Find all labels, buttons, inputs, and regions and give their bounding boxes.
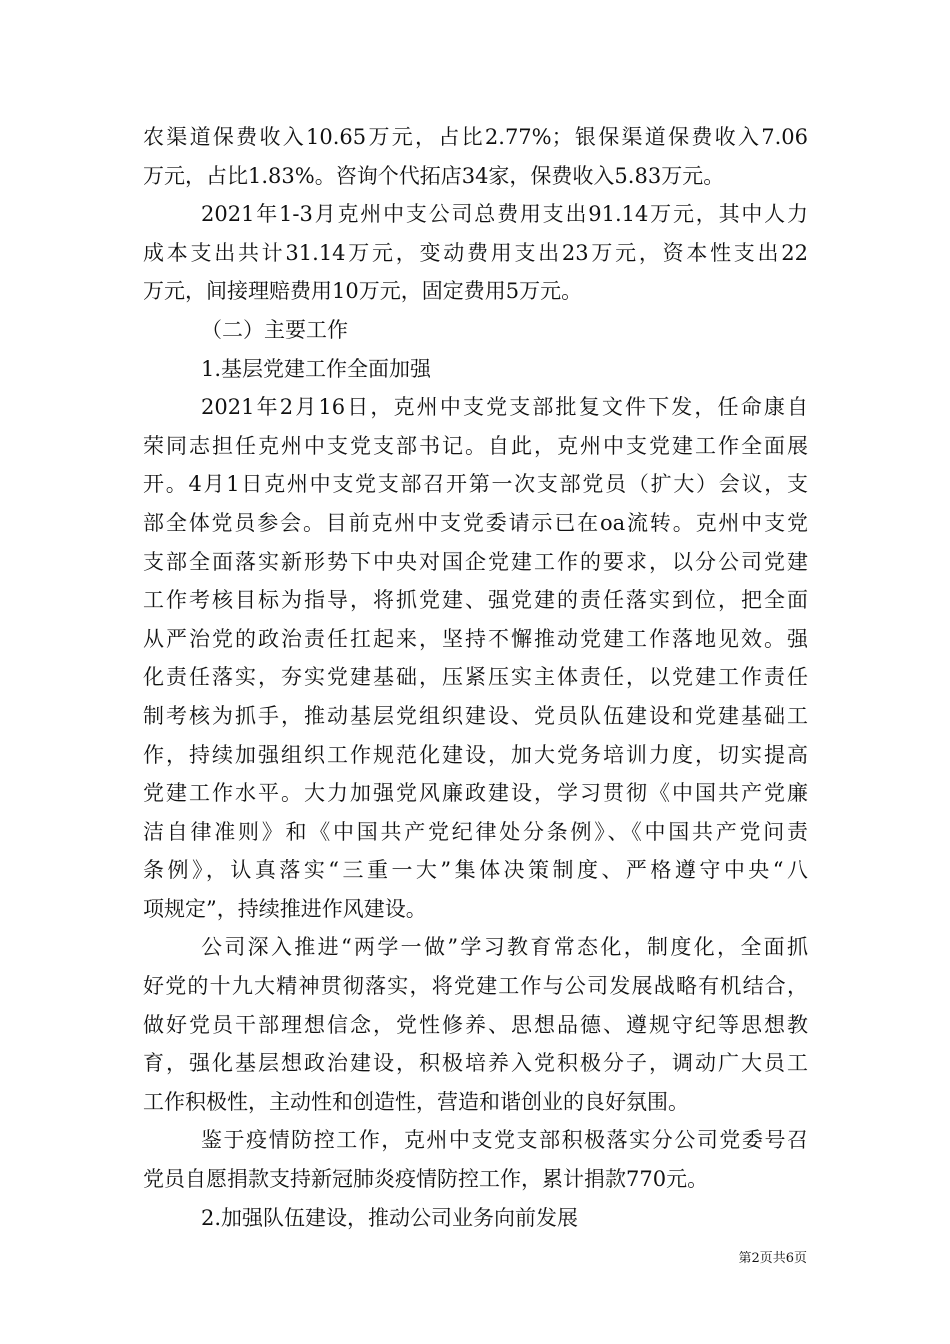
- text-line: 育，强化基层想政治建设，积极培养入党积极分子，调动广大员工: [143, 1051, 808, 1076]
- text-line: 2.加强队伍建设，推动公司业务向前发展: [201, 1205, 579, 1230]
- text-line: 党建工作水平。大力加强党风廉政建设，学习贯彻《中国共产党廉: [143, 781, 808, 806]
- text-line: 鉴于疫情防控工作，克州中支党支部积极落实分公司党委号召: [201, 1128, 808, 1153]
- text-line: 好党的十九大精神贯彻落实，将党建工作与公司发展战略有机结合，: [143, 974, 808, 999]
- document-body: [143, 118, 808, 1237]
- text-line: 作，持续加强组织工作规范化建设，加大党务培训力度，切实提高: [143, 742, 808, 767]
- text-line: 1.基层党建工作全面加强: [201, 356, 432, 381]
- text-line: 制考核为抓手，推动基层党组织建设、党员队伍建设和党建基础工: [143, 703, 808, 728]
- page-number-footer: 第2页共6页: [738, 1251, 807, 1266]
- text-line: 成本支出共计31.14万元，变动费用支出23万元，资本性支出22: [143, 240, 808, 265]
- text-line: 项规定”，持续推进作风建设。: [143, 896, 427, 921]
- text-line: 洁自律准则》和《中国共产党纪律处分条例》、《中国共产党问责: [143, 819, 808, 844]
- text-line: 从严治党的政治责任扛起来，坚持不懈推动党建工作落地见效。强: [143, 626, 808, 651]
- text-line: 万元，占比1.83%。咨询个代拓店34家，保费收入5.83万元。: [143, 163, 725, 188]
- text-line: 党员自愿捐款支持新冠肺炎疫情防控工作，累计捐款770元。: [143, 1167, 709, 1192]
- text-line: （二）主要工作: [201, 317, 348, 342]
- text-line: 万元，间接理赔费用10万元，固定费用5万元。: [143, 279, 583, 304]
- text-line: 做好党员干部理想信念，党性修养、思想品德、遵规守纪等思想教: [143, 1012, 808, 1037]
- text-line: 化责任落实，夯实党建基础，压紧压实主体责任，以党建工作责任: [143, 665, 808, 690]
- text-line: 工作积极性，主动性和创造性，营造和谐创业的良好氛围。: [143, 1089, 689, 1114]
- text-line: 公司深入推进“两学一做”学习教育常态化，制度化，全面抓: [201, 935, 808, 960]
- text-line: 开。4月1日克州中支党支部召开第一次支部党员（扩大）会议，支: [143, 472, 808, 497]
- text-line: 2021年2月16日，克州中支党支部批复文件下发，任命康自: [201, 395, 808, 420]
- text-line: 条例》，认真落实“三重一大”集体决策制度、严格遵守中央“八: [143, 858, 808, 883]
- text-line: 2021年1-3月克州中支公司总费用支出91.14万元，其中人力: [201, 202, 808, 227]
- text-line: 部全体党员参会。目前克州中支党委请示已在oa流转。克州中支党: [143, 510, 808, 535]
- text-line: 农渠道保费收入10.65万元，占比2.77%；银保渠道保费收入7.06: [143, 125, 808, 149]
- text-line: 工作考核目标为指导，将抓党建、强党建的责任落实到位，把全面: [143, 588, 808, 613]
- text-line: 荣同志担任克州中支党支部书记。自此，克州中支党建工作全面展: [143, 433, 808, 458]
- text-line: 支部全面落实新形势下中央对国企党建工作的要求，以分公司党建: [143, 549, 808, 574]
